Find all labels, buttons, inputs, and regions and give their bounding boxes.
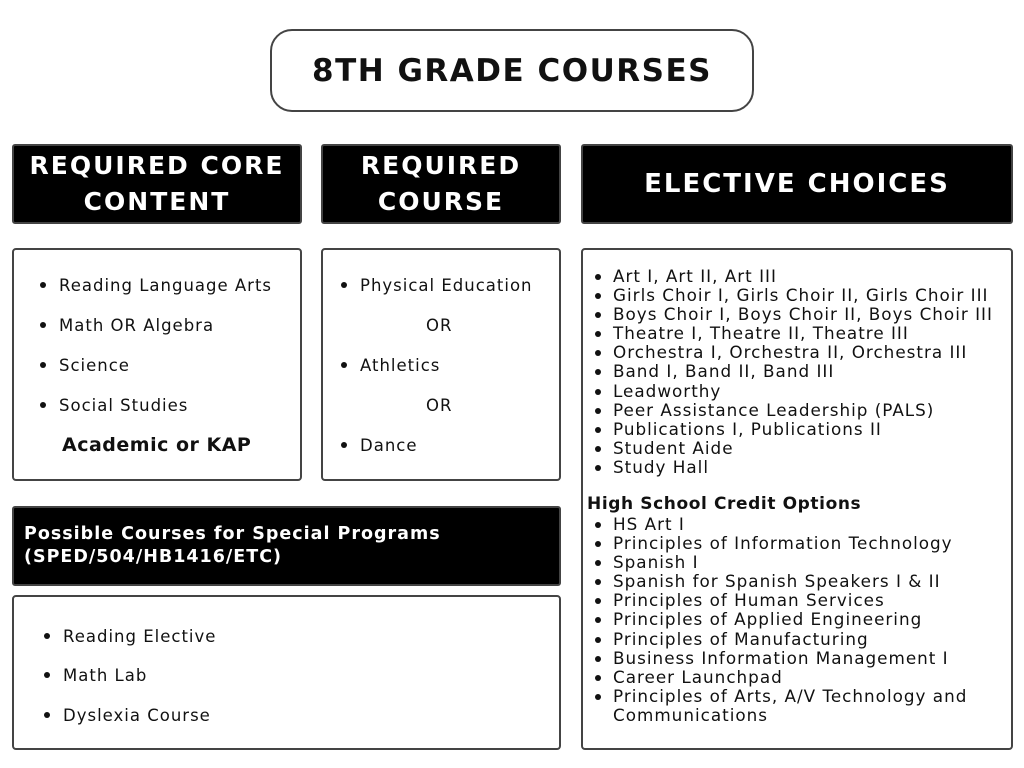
list-item: Theatre I, Theatre II, Theatre III <box>591 324 993 343</box>
elective-choices-box <box>581 248 1013 750</box>
list-item: Publications I, Publications II <box>591 420 993 439</box>
elective-list <box>591 267 993 477</box>
bullet-icon <box>44 633 50 639</box>
list-item: Band I, Band II, Band III <box>591 362 993 381</box>
list-item: Study Hall <box>591 458 993 477</box>
list-item: Girls Choir I, Girls Choir II, Girls Choir III <box>591 286 993 305</box>
bullet-icon <box>44 672 50 678</box>
list-item: Orchestra I, Orchestra II, Orchestra III <box>591 343 993 362</box>
core-content-box <box>12 248 302 481</box>
hs-credit-title: High School Credit Options <box>587 494 862 514</box>
list-item: Spanish I <box>591 553 1003 572</box>
list-item: Principles of Information Technology <box>591 534 1003 553</box>
or-separator: OR <box>426 316 453 335</box>
or-separator: OR <box>426 396 453 415</box>
elective-choices-header: ELECTIVE CHOICES <box>581 144 1013 224</box>
list-item: Dyslexia Course <box>44 706 211 725</box>
list-item: Math OR Algebra <box>40 316 214 335</box>
list-item: Principles of Arts, A/V Technology and Communications <box>591 687 1003 725</box>
required-course-header: REQUIRED COURSE <box>321 144 561 224</box>
list-item: Social Studies <box>40 396 188 415</box>
page-title-box <box>270 29 754 112</box>
bullet-icon <box>40 402 46 408</box>
list-item: HS Art I <box>591 515 1003 534</box>
list-item: Athletics <box>341 356 440 375</box>
list-item: Career Launchpad <box>591 668 1003 687</box>
special-programs-box <box>12 595 561 750</box>
bullet-icon <box>44 712 50 718</box>
list-item: Business Information Management I <box>591 649 1003 668</box>
core-content-header: REQUIRED CORE CONTENT <box>12 144 302 224</box>
special-programs-header: Possible Courses for Special Programs (SPED/504/HB1416/ETC) <box>12 506 561 586</box>
list-item: Reading Language Arts <box>40 276 272 295</box>
hs-credit-list <box>591 515 1003 725</box>
list-item: Reading Elective <box>44 627 216 646</box>
list-item: Physical Education <box>341 276 533 295</box>
list-item: Principles of Applied Engineering <box>591 610 1003 629</box>
list-item: Spanish for Spanish Speakers I & II <box>591 572 1003 591</box>
bullet-icon <box>341 362 347 368</box>
required-course-box <box>321 248 561 481</box>
list-item: Peer Assistance Leadership (PALS) <box>591 401 993 420</box>
list-item: Boys Choir I, Boys Choir II, Boys Choir III <box>591 305 993 324</box>
list-item: Principles of Manufacturing <box>591 630 1003 649</box>
list-item: Math Lab <box>44 666 147 685</box>
list-item: Science <box>40 356 130 375</box>
bullet-icon <box>40 362 46 368</box>
list-item: Leadworthy <box>591 382 993 401</box>
core-note: Academic or KAP <box>62 434 252 456</box>
list-item: Student Aide <box>591 439 993 458</box>
list-item: Dance <box>341 436 418 455</box>
bullet-icon <box>40 322 46 328</box>
list-item: Principles of Human Services <box>591 591 1003 610</box>
bullet-icon <box>341 442 347 448</box>
bullet-icon <box>341 282 347 288</box>
bullet-icon <box>40 282 46 288</box>
page-title: 8TH GRADE COURSES <box>312 52 712 89</box>
list-item: Art I, Art II, Art III <box>591 267 993 286</box>
